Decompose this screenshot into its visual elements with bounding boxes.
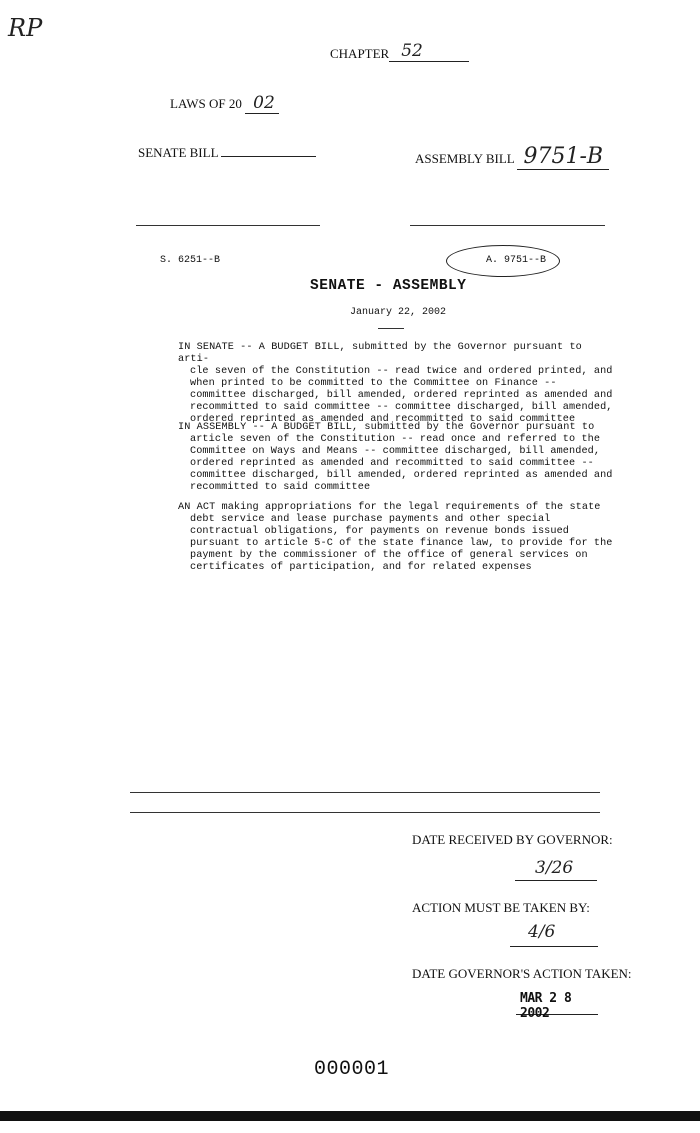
assembly-history-first-line: IN ASSEMBLY -- A BUDGET BILL, submitted by the Governor pursuant to bbox=[178, 422, 595, 433]
chapter-line bbox=[330, 43, 469, 64]
corner-handwritten-mark: RP bbox=[8, 14, 43, 42]
date-received-label: DATE RECEIVED BY GOVERNOR: bbox=[412, 832, 613, 847]
senate-bill-blank bbox=[221, 144, 316, 157]
act-title-first-line: AN ACT making appropriations for the legal requirements of the state bbox=[178, 502, 601, 513]
laws-value: 02 bbox=[253, 93, 275, 113]
senate-bill-line bbox=[138, 144, 316, 161]
action-due-line bbox=[510, 922, 598, 947]
senate-history-paragraph bbox=[178, 342, 618, 426]
lower-rule-2 bbox=[130, 812, 600, 813]
date-received-line bbox=[515, 858, 597, 881]
action-taken-stamp: MAR 2 8 2002 bbox=[520, 991, 572, 1021]
bill-date: January 22, 2002 bbox=[350, 307, 447, 318]
chapter-value: 52 bbox=[401, 41, 423, 61]
senate-history-body: cle seven of the Constitution -- read twice and ordered printed, and when printed to be committed to the Committee on Finance -- committee discharged, bill amended, ordered reprinted as amended and recommitted to said committee -- committee discharged, bill amended, ordered reprinted as amended and recommitted to said committee bbox=[190, 366, 613, 425]
lower-rule-1 bbox=[130, 792, 600, 793]
act-title-body: debt service and lease purchase payments and other special contractual obligations, for payments on revenue bonds issued pursuant to article 5-C of the state finance law, to provide for the payment by the commissioner of the office of general services on certificates of participation, and for related expenses bbox=[190, 514, 613, 573]
action-taken-label: DATE GOVERNOR'S ACTION TAKEN: bbox=[412, 966, 632, 981]
page-title: SENATE - ASSEMBLY bbox=[310, 278, 467, 294]
laws-line bbox=[170, 93, 279, 114]
laws-label: LAWS OF 20 bbox=[170, 96, 242, 111]
page-number: 000001 bbox=[314, 1058, 390, 1081]
chapter-value-line bbox=[389, 41, 469, 62]
bottom-scan-bar bbox=[0, 1111, 700, 1121]
assembly-blank-rule bbox=[410, 225, 605, 226]
assembly-history-body: article seven of the Constitution -- read once and referred to the Committee on Ways and Means -- committee discharged, bill amended, ordered reprinted as amended and recommitted to said committee -- committee discharged, bill amended, ordered reprinted as amended and recommitted to said committee bbox=[190, 434, 613, 493]
assembly-bill-value-line bbox=[517, 144, 609, 170]
chapter-label: CHAPTER bbox=[330, 46, 390, 61]
date-divider bbox=[378, 328, 404, 329]
assembly-bill-label: ASSEMBLY BILL bbox=[415, 151, 515, 166]
senate-history-first-line: IN SENATE -- A BUDGET BILL, submitted by the Governor pursuant to arti- bbox=[178, 342, 582, 365]
assembly-bill-value: 9751-B bbox=[523, 144, 604, 169]
action-due-value: 4/6 bbox=[528, 922, 556, 942]
senate-bill-label: SENATE BILL bbox=[138, 145, 219, 160]
senate-bill-number: S. 6251--B bbox=[160, 255, 221, 266]
senate-blank-rule bbox=[136, 225, 320, 226]
action-due-label: ACTION MUST BE TAKEN BY: bbox=[412, 900, 590, 915]
laws-value-line bbox=[245, 93, 279, 114]
date-received-value: 3/26 bbox=[535, 858, 574, 878]
assembly-history-paragraph bbox=[178, 422, 618, 494]
act-title-paragraph bbox=[178, 502, 618, 574]
action-taken-line bbox=[516, 990, 598, 1021]
assembly-bill-number: A. 9751--B bbox=[486, 255, 547, 266]
assembly-bill-line bbox=[415, 144, 609, 170]
